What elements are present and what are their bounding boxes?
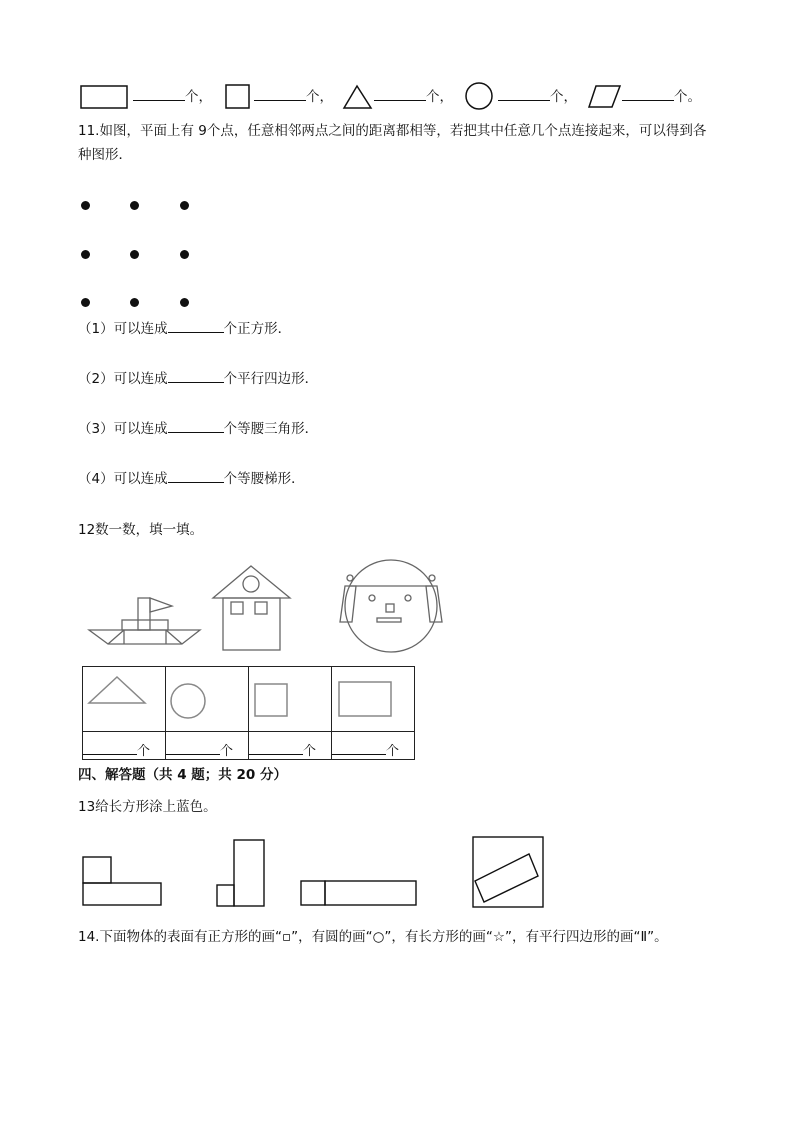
q12-title: 12数一数，填一填。 [78,522,204,538]
grid-dot [81,250,90,259]
q12-count-table [82,666,415,760]
q11-sub1: （1）可以连成 个正方形． [78,321,292,337]
q12-cell-rectangle [332,667,415,732]
q11-sub3-blank[interactable] [168,420,224,433]
top-blank-triangle[interactable]: 个， [374,88,453,106]
triangle-icon [87,675,147,705]
grid-dot [180,250,189,259]
parallelogram-icon [588,85,622,109]
q12-cell-circle [166,667,249,732]
grid-dot [180,298,189,307]
grid-dot [130,250,139,259]
q11-text-line2: 种图形． [78,147,132,163]
grid-dot [180,201,189,210]
q11-sub4: （4）可以连成 个等腰梯形． [78,471,305,487]
top-blank-rectangle[interactable]: 个， [133,88,212,106]
q13-figure-tall-rect [216,839,268,909]
top-blank-parallelogram[interactable]: 个。 [622,88,701,106]
q12-cell-square [249,667,332,732]
q13-figure-l-shape [82,856,166,908]
section4-title: 四、解答题（共 4 题；共 20 分） [78,767,287,783]
q13-title: 13给长方形涂上蓝色。 [78,799,217,815]
q11-sub3: （3）可以连成 个等腰三角形． [78,421,319,437]
q11-sub4-blank[interactable] [168,470,224,483]
triangle-icon [343,84,373,110]
q11-sub1-blank[interactable] [168,320,224,333]
grid-dot [130,201,139,210]
girl-face-picture [336,556,446,660]
q12-answer-triangle[interactable]: 个 [83,732,166,760]
boat-picture [88,588,204,652]
q12-answer-rectangle[interactable]: 个 [332,732,415,760]
house-picture [210,564,294,654]
grid-dot [81,201,90,210]
q11-sub2: （2）可以连成 个平行四边形． [78,371,319,387]
q12-cell-triangle [83,667,166,732]
q14-title: 14.下面物体的表面有正方形的画“▫”，有圆的画“○”，有长方形的画“☆”，有平行四边形的画“Ⅱ”。 [78,929,668,945]
rectangle-icon [338,681,394,719]
grid-dot [81,298,90,307]
q11-sub2-blank[interactable] [168,370,224,383]
top-blank-square[interactable]: 个， [254,88,333,106]
square-icon [225,84,251,110]
q12-answer-circle[interactable]: 个 [166,732,249,760]
q13-figure-tilted-rect-in-square [472,836,548,910]
circle-icon [465,82,495,112]
square-icon [254,683,290,719]
circle-icon [168,683,208,723]
q13-figure-long-rect [300,880,420,908]
q11-text-line1: 11.如图，平面上有 9个点，任意相邻两点之间的距离都相等，若把其中任意几个点连接起来，可以得到各 [78,123,707,139]
top-blank-circle[interactable]: 个， [498,88,577,106]
rectangle-icon [80,85,130,109]
q12-answer-square[interactable]: 个 [249,732,332,760]
grid-dot [130,298,139,307]
